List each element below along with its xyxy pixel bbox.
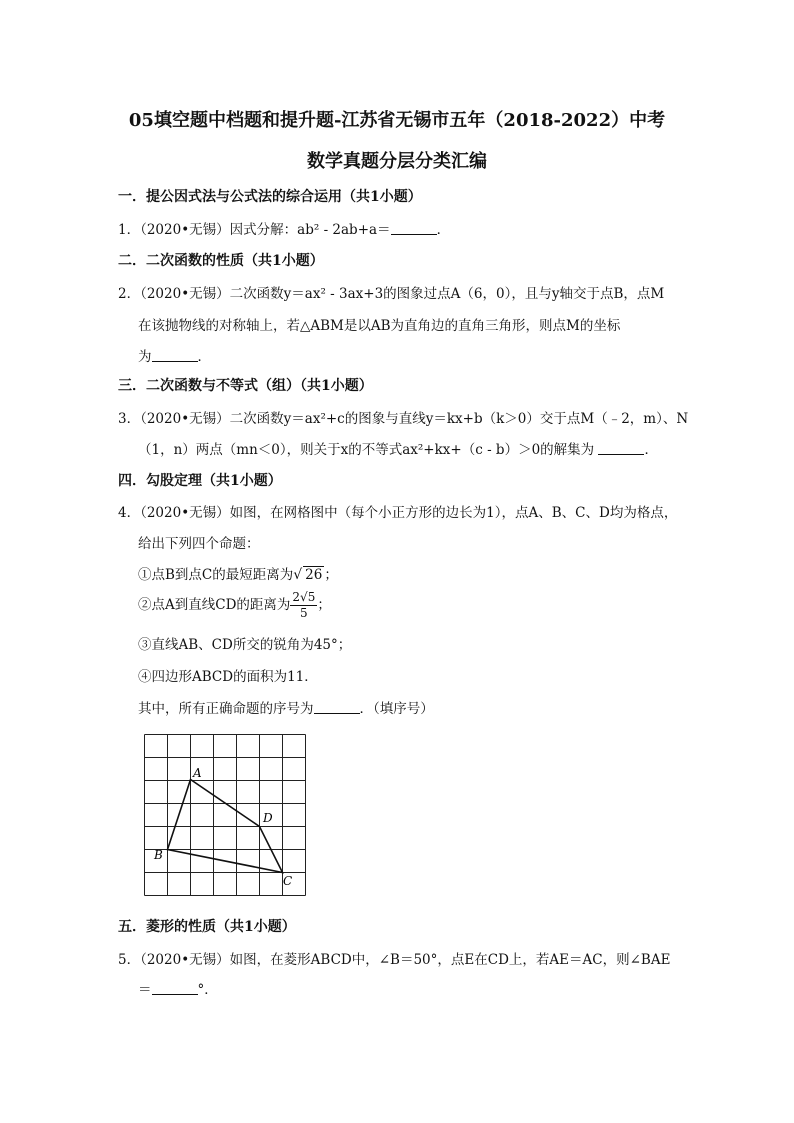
grid-figure — [138, 728, 314, 900]
section-3-heading: 三．二次函数与不等式（组）（共1小题） — [118, 378, 373, 394]
fraction: $\frac{2√5}{5}$ — [292, 590, 316, 620]
document-title-line-1: 05填空题中档题和提升题-江苏省无锡市五年（2018-2022）中考 — [128, 110, 666, 131]
question-2-line-2: 在该抛物线的对称轴上，若△ABM是以AB为直角边的直角三角形，则点M的坐标 — [138, 318, 621, 334]
answer-blank — [598, 453, 644, 455]
question-2-line-1: 2．（2020•无锡）二次函数y＝ax² - 3ax+3的图象过点A（6，0），且与y轴交于点B，点M — [118, 286, 665, 302]
section-2-heading: 二．二次函数的性质（共1小题） — [118, 253, 324, 269]
proposition-3: ③直线AB、CD所交的锐角为45°； — [138, 637, 352, 653]
answer-blank — [152, 360, 198, 362]
label-a: A — [193, 766, 202, 780]
label-d: D — [263, 811, 273, 825]
section-4-heading: 四．勾股定理（共1小题） — [118, 473, 282, 489]
question-1: 1．（2020•无锡）因式分解：ab² - 2ab+a＝ ． — [118, 222, 451, 238]
answer-blank — [314, 712, 360, 714]
question-3-line-2: （1，n）两点（mn＜0），则关于x的不等式ax²+kx+（c - b）＞0的解集为 ． — [138, 442, 658, 458]
question-2-line-3: 为 ． — [138, 349, 211, 365]
proposition-4: ④四边形ABCD的面积为11． — [138, 669, 318, 685]
proposition-1: ①点B到点C的最短距离为√ 26 ； — [138, 567, 338, 583]
proposition-2: ②点A到直线CD的距离为 $\frac{2√5}{5}$ ； — [138, 590, 331, 620]
question-4-prompt: 其中，所有正确命题的序号为 ．（填序号） — [138, 701, 434, 717]
question-3-line-1: 3．（2020•无锡）二次函数y＝ax²+c的图象与直线y＝kx+b（k＞0）交于点M（﹣2，m）、N — [118, 411, 689, 427]
answer-blank — [391, 233, 437, 235]
label-c: C — [283, 874, 293, 888]
question-4-line-1: 4．（2020•无锡）如图，在网格图中（每个小正方形的边长为1），点A、B、C、D均为格点， — [118, 505, 678, 521]
answer-blank — [152, 993, 198, 995]
question-5-line-2: ＝ °． — [138, 982, 218, 998]
q1-expression: ab² - 2ab+a＝ — [297, 222, 391, 238]
question-5-line-1: 5．（2020•无锡）如图，在菱形ABCD中，∠B＝50°，点E在CD上，若AE＝AC，则∠BAE — [118, 952, 671, 968]
section-1-heading: 一．提公因式法与公式法的综合运用（共1小题） — [118, 189, 422, 205]
question-4-line-2: 给出下列四个命题： — [138, 536, 260, 552]
document-title-line-2: 数学真题分层分类汇编 — [307, 151, 487, 172]
section-5-heading: 五．菱形的性质（共1小题） — [118, 919, 296, 935]
label-b: B — [154, 848, 163, 862]
